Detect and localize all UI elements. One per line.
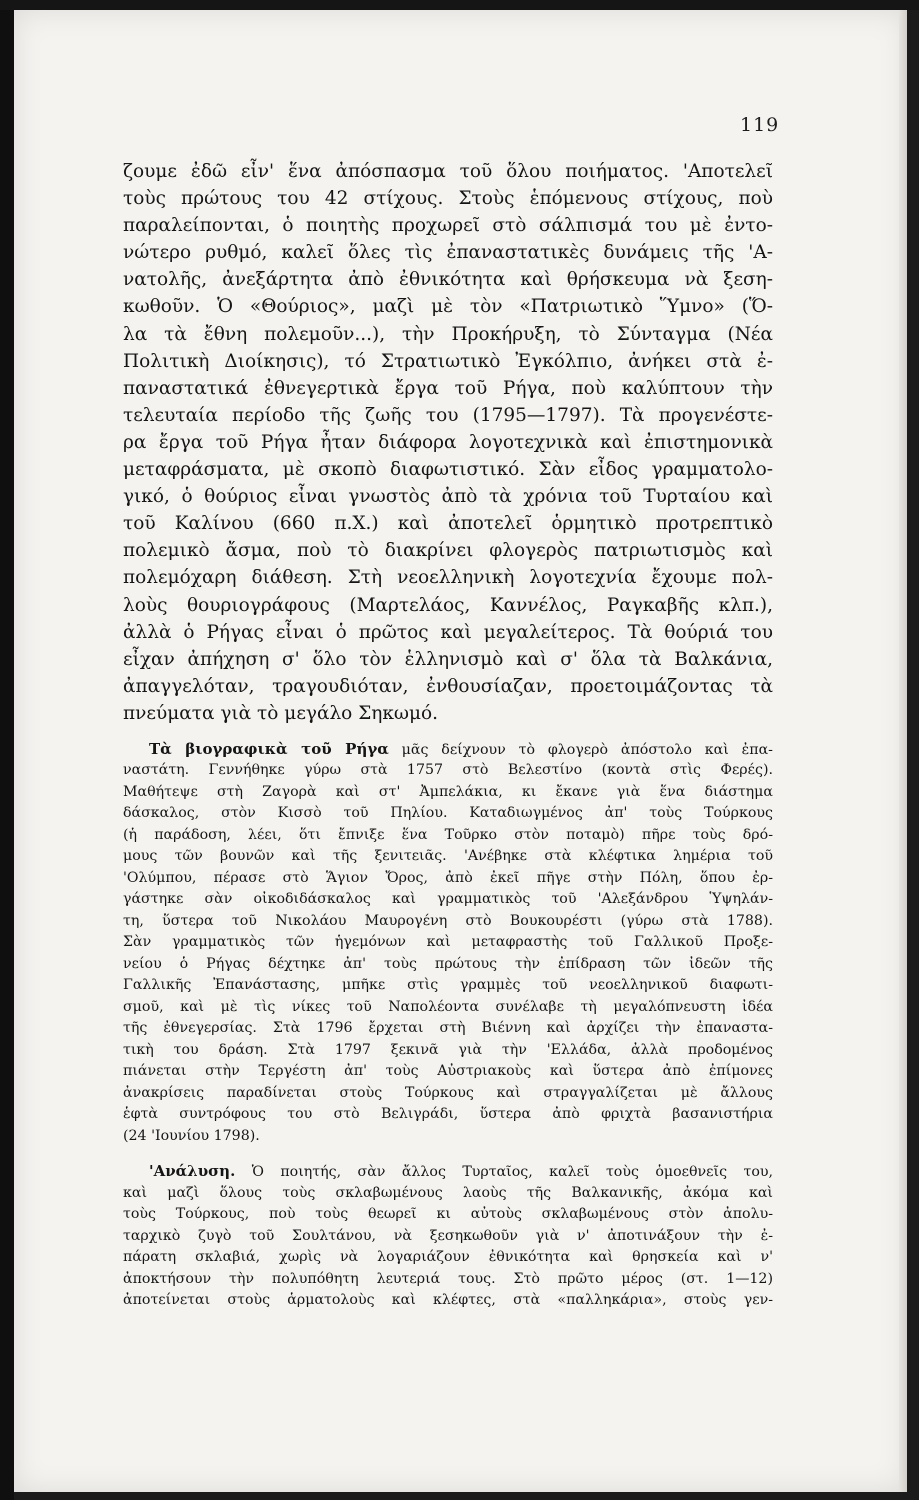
text-line: πιάνεται στὴν Τεργέστη ἀπ' τοὺς Αὐστριακοὺς καὶ ὕστερα ἀπὸ ἐπίμονες (123, 1063, 773, 1080)
text-line: ἀποτείνεται στοὺς ἁρματολοὺς καὶ κλέφτες, στὰ «παλληκάρια», στοὺς γεν- (123, 1292, 773, 1309)
text-line: παναστατικά ἐθνεγερτικὰ ἔργα τοῦ Ρήγα, ποὺ καλύπτουν τὴν (123, 377, 773, 399)
text-line: Γαλλικῆς Ἐπανάστασης, μπῆκε στὶς γραμμὲς τοῦ νεοελληνικοῦ διαφωτι- (123, 977, 773, 994)
intro-paragraph (123, 158, 773, 727)
analysis-heading: 'Ανάλυση. (149, 1162, 236, 1181)
page-fold-shadow (899, 10, 907, 1492)
text-line: δάσκαλος, στὸν Κισσὸ τοῦ Πηλίου. Καταδιωγμένος ἀπ' τοὺς Τούρκους (123, 805, 773, 822)
analysis-first-line-text: Ὁ ποιητής, σὰν ἄλλος Τυρταῖος, καλεῖ τοὺς ὁμοεθνεῖς του, (251, 1164, 773, 1181)
text-column (123, 158, 773, 1312)
text-line: παραλείπονται, ὁ ποιητὴς προχωρεῖ στὸ σάλπισμά του μὲ ἐντο- (123, 215, 773, 237)
text-line: γικό, ὁ θούριος εἶναι γνωστὸς ἀπὸ τὰ χρόνια τοῦ Τυρταίου καὶ (123, 486, 773, 508)
text-line: 'Ολύμπου, πέρασε στὸ Ἅγιον Ὄρος, ἀπὸ ἐκεῖ πῆγε στὴν Πόλη, ὅπου ἐρ- (123, 869, 773, 886)
text-line: ταρχικὸ ζυγὸ τοῦ Σουλτάνου, νὰ ξεσηκωθοῦν γιὰ ν' ἀποτινάξουν τὴν ἐ- (123, 1227, 773, 1244)
text-line: Πολιτικὴ Διοίκησις), τό Στρατιωτικὸ Ἐγκόλπιο, ἀνήκει στὰ ἐ- (123, 350, 773, 372)
text-line: τη, ὕστερα τοῦ Νικολάου Μαυρογένη στὸ Βουκουρέστι (γύρω στὰ 1788). (123, 912, 773, 929)
text-line: Σὰν γραμματικὸς τῶν ἡγεμόνων καὶ μεταφραστὴς τοῦ Γαλλικοῦ Προξε- (123, 934, 773, 951)
biography-heading: Τὰ βιογραφικὰ τοῦ Ρήγα (149, 739, 389, 758)
biography-first-line (123, 739, 773, 761)
page-number: 119 (740, 114, 780, 136)
text-line: ζουμε ἐδῶ εἶν' ἕνα ἀπόσπασμα τοῦ ὅλου ποιήματος. 'Αποτελεῖ (123, 161, 773, 182)
text-line: ἀποκτήσουν τὴν πολυπόθητη λευτεριά τους. Στὸ πρῶτο μέρος (στ. 1—12) (123, 1270, 773, 1287)
text-line: πνεύματα γιὰ τὸ μεγάλο Σηκωμό. (123, 702, 439, 724)
scan-edge-top (0, 0, 919, 10)
text-line: τικὴ του δράση. Στὰ 1797 ξεκινᾶ γιὰ τὴν 'Ελλάδα, ἀλλὰ προδομένος (123, 1041, 773, 1058)
text-line: τοῦ Καλίνου (660 π.Χ.) καὶ ἀποτελεῖ ὁρμητικὸ προτρεπτικὸ (123, 513, 773, 535)
text-line: ἀλλὰ ὁ Ρήγας εἶναι ὁ πρῶτος καὶ μεγαλείτερος. Τὰ θούριά του (123, 621, 773, 643)
text-line: πολεμικὸ ἄσμα, ποὺ τὸ διακρίνει φλογερὸς πατριωτισμὸς καὶ (123, 540, 773, 562)
text-line: (ἡ παράδοση, λέει, ὅτι ἔπνιξε ἕνα Τοῦρκο στὸν ποταμὸ) πῆρε τοὺς δρό- (123, 826, 773, 843)
text-line: Μαθήτεψε στὴ Ζαγορὰ καὶ στ' Ἀμπελάκια, κι ἔκανε γιὰ ἕνα διάστημα (123, 783, 773, 800)
biography-first-line-text: μᾶς δείχνουν τὸ φλογερὸ ἀπόστολο καὶ ἐπα- (401, 741, 773, 758)
text-line: νείου ὁ Ρήγας δέχτηκε ἀπ' τοὺς πρώτους τὴν ἐπίδραση τῶν ἰδεῶν τῆς (123, 955, 773, 972)
text-line: τῆς ἐθνεγερσίας. Στὰ 1796 ἔρχεται στὴ Βιέννη καὶ ἀρχίζει τὴν ἐπαναστα- (123, 1020, 773, 1037)
text-line: ἑφτὰ συντρόφους του στὸ Βελιγράδι, ὕστερα ἀπὸ φριχτὰ βασανιστήρια (123, 1106, 773, 1123)
text-line: γάστηκε σὰν οἰκοδιδάσκαλος καὶ γραμματικὸς τοῦ 'Αλεξάνδρου Ὑψηλάν- (123, 891, 773, 908)
text-line: ναστάτη. Γεννήθηκε γύρω στὰ 1757 στὸ Βελεστίνο (κοντὰ στὶς Φερές). (123, 762, 773, 779)
analysis-first-line (123, 1161, 773, 1183)
text-line: ρα ἔργα τοῦ Ρήγα ἦταν διάφορα λογοτεχνικὰ καὶ ἐπιστημονικὰ (123, 431, 773, 453)
text-line: καὶ μαζὶ ὅλους τοὺς σκλαβωμένους λαοὺς τῆς Βαλκανικῆς, ἀκόμα καὶ (123, 1184, 773, 1201)
text-line: νώτερο ρυθμό, καλεῖ ὅλες τὶς ἐπαναστατικὲς δυνάμεις τῆς 'Α- (123, 242, 773, 264)
text-line: ἀπαγγελόταν, τραγουδιόταν, ἐνθουσίαζαν, προετοιμάζοντας τὰ (123, 675, 773, 697)
text-line: κωθοῦν. Ὁ «Θούριος», μαζὶ μὲ τὸν «Πατριωτικὸ Ὕμνο» (Ὅ- (123, 296, 773, 318)
text-line: σμοῦ, καὶ μὲ τὶς νίκες τοῦ Ναπολέοντα συνέλαβε τὴ μεγαλόπνευστη ἰδέα (123, 998, 773, 1015)
text-line: εἶχαν ἀπήχηση σ' ὅλο τὸν ἑλληνισμὸ καὶ σ' ὅλα τὰ Βαλκάνια, (123, 648, 773, 670)
paragraph-spacer (123, 1147, 773, 1161)
text-line: μεταφράσματα, μὲ σκοπὸ διαφωτιστικό. Σὰν εἶδος γραμματολο- (123, 459, 773, 481)
analysis-paragraph (123, 1161, 773, 1312)
text-line: (24 'Ιουνίου 1798). (123, 1127, 260, 1144)
book-page (14, 10, 907, 1492)
text-line: τοὺς πρώτους του 42 στίχους. Στοὺς ἑπόμενους στίχους, ποὺ (123, 188, 773, 210)
text-line: λοὺς θουριογράφους (Μαρτελάος, Καννέλος, Ραγκαβῆς κλπ.), (123, 594, 773, 616)
scan-edge-left (0, 0, 14, 1500)
text-line: νατολῆς, ἀνεξάρτητα ἀπὸ ἐθνικότητα καὶ θρήσκευμα νὰ ξεση- (123, 269, 773, 291)
text-line: ἀνακρίσεις παραδίνεται στοὺς Τούρκους καὶ στραγγαλίζεται μὲ ἄλλους (123, 1084, 773, 1101)
text-line: τοὺς Τούρκους, ποὺ τοὺς θεωρεῖ κι αὐτοὺς σκλαβωμένους στὸν ἀπολυ- (123, 1206, 773, 1223)
paragraph-spacer (123, 727, 773, 739)
text-line: λα τὰ ἔθνη πολεμοῦν...), τὴν Προκήρυξη, τὸ Σύνταγμα (Νέα (123, 323, 773, 345)
text-line: μους τῶν βουνῶν καὶ τῆς ξενιτειᾶς. 'Ανέβηκε στὰ κλέφτικα λημέρια τοῦ (123, 848, 773, 865)
text-line: πολεμόχαρη διάθεση. Στὴ νεοελληνικὴ λογοτεχνία ἔχουμε πολ- (123, 567, 773, 589)
text-line: τελευταία περίοδο τῆς ζωῆς του (1795—1797). Τὰ προγενέστε- (123, 404, 773, 426)
text-line: πάρατη σκλαβιά, χωρὶς νὰ λογαριάζουν ἐθνικότητα καὶ θρησκεία καὶ ν' (123, 1249, 773, 1266)
biography-paragraph (123, 739, 773, 1148)
